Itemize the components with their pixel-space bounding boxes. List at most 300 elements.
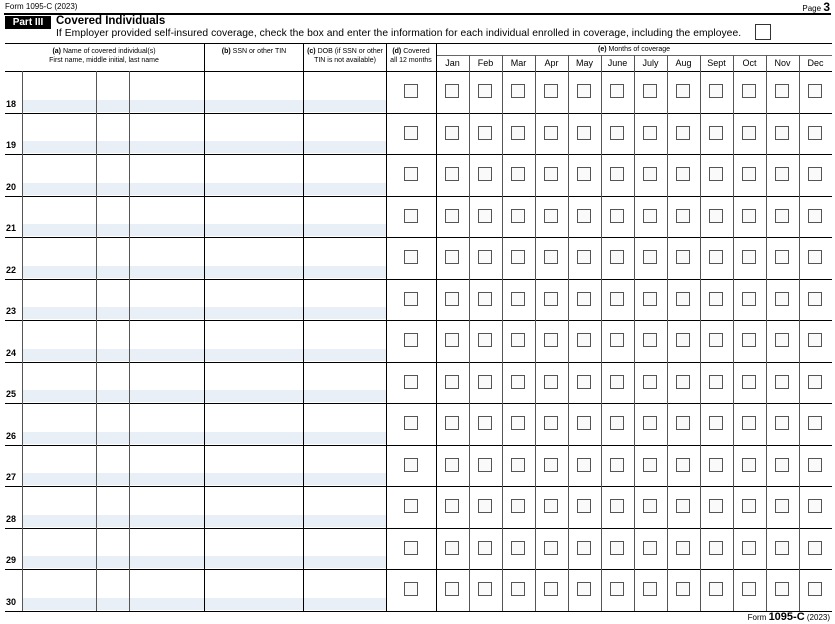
month-divider (766, 55, 767, 611)
month-checkbox-may[interactable] (577, 84, 591, 98)
month-checkbox-aug[interactable] (676, 292, 690, 306)
first-name-field[interactable] (23, 100, 96, 112)
month-checkbox-aug[interactable] (676, 126, 690, 140)
table-top-border (5, 43, 832, 44)
month-checkbox-oct[interactable] (742, 126, 756, 140)
first-name-field[interactable] (23, 515, 96, 527)
month-checkbox-aug[interactable] (676, 541, 690, 555)
month-checkbox-feb[interactable] (478, 458, 492, 472)
month-checkbox-nov[interactable] (775, 126, 789, 140)
middle-initial-field[interactable] (97, 100, 129, 112)
month-checkbox-aug[interactable] (676, 416, 690, 430)
covered-all-12-months-checkbox[interactable] (404, 541, 418, 555)
month-checkbox-aug[interactable] (676, 499, 690, 513)
last-name-field[interactable] (130, 390, 204, 402)
month-checkbox-nov[interactable] (775, 541, 789, 555)
dob-field[interactable] (304, 390, 386, 402)
month-checkbox-apr[interactable] (544, 499, 558, 513)
month-checkbox-dec[interactable] (808, 333, 822, 347)
month-checkbox-july[interactable] (643, 582, 657, 596)
month-checkbox-sept[interactable] (709, 292, 723, 306)
month-checkbox-oct[interactable] (742, 458, 756, 472)
covered-all-12-months-checkbox[interactable] (404, 582, 418, 596)
row-number-29: 29 (6, 555, 17, 565)
month-checkbox-nov[interactable] (775, 292, 789, 306)
month-checkbox-feb[interactable] (478, 416, 492, 430)
covered-all-12-months-checkbox[interactable] (404, 167, 418, 181)
month-checkbox-sept[interactable] (709, 541, 723, 555)
month-checkbox-apr[interactable] (544, 126, 558, 140)
month-checkbox-july[interactable] (643, 250, 657, 264)
column-c-letter: (c) (307, 48, 316, 55)
month-checkbox-apr[interactable] (544, 458, 558, 472)
middle-initial-field[interactable] (97, 473, 129, 485)
middle-initial-field[interactable] (97, 141, 129, 153)
month-checkbox-sept[interactable] (709, 209, 723, 223)
month-checkbox-mar[interactable] (511, 167, 525, 181)
first-name-field[interactable] (23, 556, 96, 568)
column-a-letter: (a) (52, 48, 61, 55)
form-identifier: Form 1095-C (2023) (5, 2, 78, 11)
month-checkbox-apr[interactable] (544, 167, 558, 181)
month-checkbox-nov[interactable] (775, 416, 789, 430)
month-checkbox-feb[interactable] (478, 582, 492, 596)
ssn-field[interactable] (205, 349, 303, 361)
row-number-24: 24 (6, 347, 17, 358)
row-number-30: 30 (6, 596, 17, 607)
month-checkbox-may[interactable] (577, 375, 591, 389)
column-a-header (6, 47, 202, 65)
month-checkbox-apr[interactable] (544, 292, 558, 306)
covered-all-12-months-checkbox[interactable] (404, 292, 418, 306)
row-number-26: 26 (6, 430, 17, 441)
month-checkbox-nov[interactable] (775, 582, 789, 596)
month-checkbox-jan[interactable] (445, 84, 459, 98)
month-checkbox-aug[interactable] (676, 333, 690, 347)
month-checkbox-oct[interactable] (742, 250, 756, 264)
month-divider (502, 55, 503, 611)
month-checkbox-nov[interactable] (775, 167, 789, 181)
month-checkbox-june[interactable] (610, 333, 624, 347)
month-label-nov: Nov (774, 58, 791, 68)
row-number-28: 28 (6, 513, 17, 524)
month-checkbox-dec[interactable] (808, 250, 822, 264)
first-name-field[interactable] (23, 349, 96, 361)
month-divider (568, 55, 569, 611)
dob-field[interactable] (304, 141, 386, 153)
month-checkbox-may[interactable] (577, 541, 591, 555)
ssn-field[interactable] (205, 224, 303, 236)
last-name-field[interactable] (130, 432, 204, 444)
column-c-line2: TIN is not available) (314, 57, 376, 64)
last-name-field[interactable] (130, 473, 204, 485)
month-checkbox-jan[interactable] (445, 126, 459, 140)
column-a-line2: First name, middle initial, last name (49, 57, 159, 64)
month-checkbox-june[interactable] (610, 167, 624, 181)
month-checkbox-feb[interactable] (478, 333, 492, 347)
column-c-line1: DOB (if SSN or other (317, 48, 383, 55)
middle-initial-field[interactable] (97, 224, 129, 236)
month-checkbox-dec[interactable] (808, 375, 822, 389)
month-checkbox-oct[interactable] (742, 167, 756, 181)
month-checkbox-jan[interactable] (445, 499, 459, 513)
column-b-header (205, 47, 303, 56)
ssn-field[interactable] (205, 266, 303, 278)
part-badge: Part III (5, 16, 51, 29)
dob-field[interactable] (304, 556, 386, 568)
month-checkbox-may[interactable] (577, 582, 591, 596)
month-checkbox-july[interactable] (643, 126, 657, 140)
page-label: Page (802, 4, 822, 13)
month-divider (700, 55, 701, 611)
row-number-22: 22 (6, 264, 17, 275)
month-checkbox-nov[interactable] (775, 209, 789, 223)
month-checkbox-dec[interactable] (808, 541, 822, 555)
month-divider (535, 55, 536, 611)
ssn-field[interactable] (205, 183, 303, 195)
month-checkbox-dec[interactable] (808, 458, 822, 472)
column-b-text: SSN or other TIN (232, 48, 287, 55)
month-checkbox-apr[interactable] (544, 250, 558, 264)
self-insured-checkbox[interactable] (755, 24, 771, 40)
month-label-jan: Jan (445, 58, 460, 68)
month-checkbox-mar[interactable] (511, 499, 525, 513)
column-a-line1: Name of covered individual(s) (62, 48, 156, 55)
month-checkbox-june[interactable] (610, 84, 624, 98)
footer-form-name: 1095-C (768, 611, 805, 623)
month-checkbox-june[interactable] (610, 458, 624, 472)
month-checkbox-mar[interactable] (511, 84, 525, 98)
dob-field[interactable] (304, 307, 386, 319)
dob-field[interactable] (304, 432, 386, 444)
middle-initial-field[interactable] (97, 432, 129, 444)
month-checkbox-oct[interactable] (742, 292, 756, 306)
month-checkbox-july[interactable] (643, 375, 657, 389)
month-checkbox-nov[interactable] (775, 250, 789, 264)
column-b-letter: (b) (221, 48, 231, 55)
month-label-aug: Aug (675, 58, 692, 68)
month-checkbox-nov[interactable] (775, 333, 789, 347)
covered-all-12-months-checkbox[interactable] (404, 126, 418, 140)
dob-field[interactable] (304, 183, 386, 195)
self-insured-instruction: If Employer provided self-insured coverage, check the box and enter the information for each individual enrolled in coverage, including the employee. (56, 28, 742, 39)
row-number-25: 25 (6, 389, 17, 399)
month-label-june: June (607, 58, 628, 68)
ssn-field[interactable] (205, 307, 303, 319)
month-checkbox-feb[interactable] (478, 126, 492, 140)
month-checkbox-sept[interactable] (709, 582, 723, 596)
month-checkbox-apr[interactable] (544, 541, 558, 555)
ssn-field[interactable] (205, 141, 303, 153)
last-name-field[interactable] (130, 307, 204, 319)
month-checkbox-feb[interactable] (478, 250, 492, 264)
month-checkbox-sept[interactable] (709, 499, 723, 513)
first-name-field[interactable] (23, 266, 96, 278)
month-checkbox-july[interactable] (643, 167, 657, 181)
month-checkbox-sept[interactable] (709, 458, 723, 472)
month-checkbox-dec[interactable] (808, 167, 822, 181)
month-checkbox-dec[interactable] (808, 499, 822, 513)
month-label-oct: Oct (742, 58, 757, 68)
month-checkbox-oct[interactable] (742, 499, 756, 513)
month-checkbox-jan[interactable] (445, 250, 459, 264)
month-checkbox-june[interactable] (610, 126, 624, 140)
month-checkbox-july[interactable] (643, 84, 657, 98)
month-checkbox-dec[interactable] (808, 292, 822, 306)
month-checkbox-sept[interactable] (709, 167, 723, 181)
month-checkbox-feb[interactable] (478, 167, 492, 181)
month-checkbox-june[interactable] (610, 499, 624, 513)
month-checkbox-nov[interactable] (775, 84, 789, 98)
month-checkbox-sept[interactable] (709, 84, 723, 98)
middle-initial-field[interactable] (97, 266, 129, 278)
month-checkbox-sept[interactable] (709, 333, 723, 347)
footer-form-label: Form (747, 613, 767, 622)
month-checkbox-jan[interactable] (445, 333, 459, 347)
dob-field[interactable] (304, 515, 386, 527)
month-checkbox-july[interactable] (643, 499, 657, 513)
month-checkbox-july[interactable] (643, 416, 657, 430)
month-checkbox-june[interactable] (610, 541, 624, 555)
last-name-field[interactable] (130, 183, 204, 195)
month-checkbox-jan[interactable] (445, 458, 459, 472)
dob-field[interactable] (304, 598, 386, 610)
column-d-line2: all 12 months (390, 57, 432, 64)
covered-all-12-months-checkbox[interactable] (404, 333, 418, 347)
covered-all-12-months-checkbox[interactable] (404, 250, 418, 264)
month-checkbox-may[interactable] (577, 499, 591, 513)
column-d-header (386, 47, 436, 65)
month-divider (667, 55, 668, 611)
month-checkbox-apr[interactable] (544, 333, 558, 347)
month-checkbox-aug[interactable] (676, 458, 690, 472)
month-checkbox-sept[interactable] (709, 126, 723, 140)
first-name-field[interactable] (23, 183, 96, 195)
ssn-field[interactable] (205, 473, 303, 485)
month-checkbox-may[interactable] (577, 416, 591, 430)
row-number-21: 21 (6, 223, 17, 233)
ssn-field[interactable] (205, 390, 303, 402)
month-checkbox-june[interactable] (610, 375, 624, 389)
month-checkbox-mar[interactable] (511, 126, 525, 140)
first-name-field[interactable] (23, 432, 96, 444)
month-checkbox-may[interactable] (577, 126, 591, 140)
month-checkbox-apr[interactable] (544, 209, 558, 223)
dob-field[interactable] (304, 100, 386, 112)
month-checkbox-aug[interactable] (676, 167, 690, 181)
ssn-field[interactable] (205, 100, 303, 112)
month-checkbox-oct[interactable] (742, 209, 756, 223)
month-checkbox-oct[interactable] (742, 541, 756, 555)
row-number-19: 19 (6, 140, 17, 150)
month-label-feb: Feb (477, 58, 494, 68)
first-name-field[interactable] (23, 141, 96, 153)
month-checkbox-apr[interactable] (544, 416, 558, 430)
column-e-header (436, 45, 832, 54)
month-checkbox-mar[interactable] (511, 416, 525, 430)
month-checkbox-oct[interactable] (742, 582, 756, 596)
month-checkbox-june[interactable] (610, 582, 624, 596)
middle-initial-field[interactable] (97, 307, 129, 319)
month-checkbox-apr[interactable] (544, 375, 558, 389)
month-checkbox-aug[interactable] (676, 250, 690, 264)
month-checkbox-oct[interactable] (742, 333, 756, 347)
month-checkbox-dec[interactable] (808, 126, 822, 140)
last-name-field[interactable] (130, 515, 204, 527)
month-checkbox-dec[interactable] (808, 84, 822, 98)
month-divider (733, 55, 734, 611)
last-name-field[interactable] (130, 100, 204, 112)
month-divider (799, 55, 800, 611)
month-checkbox-may[interactable] (577, 209, 591, 223)
month-checkbox-feb[interactable] (478, 209, 492, 223)
last-name-field[interactable] (130, 266, 204, 278)
month-checkbox-july[interactable] (643, 333, 657, 347)
month-checkbox-july[interactable] (643, 292, 657, 306)
first-name-field[interactable] (23, 598, 96, 610)
last-name-field[interactable] (130, 141, 204, 153)
month-checkbox-june[interactable] (610, 209, 624, 223)
ssn-field[interactable] (205, 556, 303, 568)
covered-all-12-months-checkbox[interactable] (404, 375, 418, 389)
month-checkbox-apr[interactable] (544, 84, 558, 98)
last-name-field[interactable] (130, 556, 204, 568)
middle-initial-field[interactable] (97, 349, 129, 361)
middle-initial-field[interactable] (97, 556, 129, 568)
month-checkbox-may[interactable] (577, 292, 591, 306)
column-d-line1: Covered (403, 48, 430, 55)
part-title: Covered Individuals (56, 15, 166, 27)
month-checkbox-july[interactable] (643, 541, 657, 555)
month-checkbox-feb[interactable] (478, 375, 492, 389)
month-checkbox-mar[interactable] (511, 292, 525, 306)
month-checkbox-mar[interactable] (511, 375, 525, 389)
month-checkbox-sept[interactable] (709, 416, 723, 430)
month-checkbox-mar[interactable] (511, 541, 525, 555)
month-checkbox-dec[interactable] (808, 582, 822, 596)
month-checkbox-may[interactable] (577, 250, 591, 264)
dob-field[interactable] (304, 473, 386, 485)
month-checkbox-oct[interactable] (742, 84, 756, 98)
month-checkbox-jan[interactable] (445, 167, 459, 181)
middle-initial-field[interactable] (97, 515, 129, 527)
month-checkbox-feb[interactable] (478, 541, 492, 555)
month-checkbox-nov[interactable] (775, 375, 789, 389)
month-checkbox-jan[interactable] (445, 209, 459, 223)
month-checkbox-may[interactable] (577, 167, 591, 181)
row-number-18: 18 (6, 98, 17, 109)
month-checkbox-feb[interactable] (478, 499, 492, 513)
month-checkbox-feb[interactable] (478, 84, 492, 98)
covered-all-12-months-checkbox[interactable] (404, 499, 418, 513)
middle-initial-field[interactable] (97, 183, 129, 195)
month-divider (601, 55, 602, 611)
month-checkbox-jan[interactable] (445, 375, 459, 389)
ssn-field[interactable] (205, 515, 303, 527)
month-checkbox-sept[interactable] (709, 250, 723, 264)
month-checkbox-mar[interactable] (511, 209, 525, 223)
last-name-field[interactable] (130, 224, 204, 236)
month-checkbox-dec[interactable] (808, 416, 822, 430)
month-label-may: May (575, 58, 593, 68)
first-name-field[interactable] (23, 307, 96, 319)
month-checkbox-mar[interactable] (511, 250, 525, 264)
month-checkbox-nov[interactable] (775, 458, 789, 472)
month-checkbox-mar[interactable] (511, 582, 525, 596)
row-divider (5, 611, 832, 612)
dob-field[interactable] (304, 266, 386, 278)
covered-all-12-months-checkbox[interactable] (404, 416, 418, 430)
first-name-field[interactable] (23, 473, 96, 485)
month-checkbox-dec[interactable] (808, 209, 822, 223)
month-label-sept: Sept (707, 58, 726, 68)
column-divider (386, 43, 387, 611)
column-c-header (304, 47, 386, 65)
month-checkbox-july[interactable] (643, 458, 657, 472)
covered-all-12-months-checkbox[interactable] (404, 458, 418, 472)
month-checkbox-mar[interactable] (511, 458, 525, 472)
first-name-field[interactable] (23, 224, 96, 236)
month-checkbox-june[interactable] (610, 292, 624, 306)
middle-initial-field[interactable] (97, 598, 129, 610)
row-number-27: 27 (6, 472, 17, 482)
month-label-mar: Mar (510, 58, 527, 68)
column-divider (436, 43, 437, 611)
month-checkbox-nov[interactable] (775, 499, 789, 513)
middle-initial-field[interactable] (97, 390, 129, 402)
row-number-23: 23 (6, 306, 17, 316)
last-name-field[interactable] (130, 349, 204, 361)
month-checkbox-jan[interactable] (445, 292, 459, 306)
month-label-apr: Apr (544, 58, 559, 68)
footer-year: (2023) (806, 613, 830, 622)
month-checkbox-jan[interactable] (445, 416, 459, 430)
first-name-field[interactable] (23, 390, 96, 402)
column-e-letter: (e) (598, 46, 607, 53)
row-number-20: 20 (6, 181, 17, 192)
column-d-letter: (d) (392, 48, 402, 55)
month-checkbox-may[interactable] (577, 458, 591, 472)
month-checkbox-sept[interactable] (709, 375, 723, 389)
month-checkbox-aug[interactable] (676, 375, 690, 389)
month-checkbox-oct[interactable] (742, 416, 756, 430)
month-checkbox-may[interactable] (577, 333, 591, 347)
month-checkbox-feb[interactable] (478, 292, 492, 306)
ssn-field[interactable] (205, 598, 303, 610)
month-checkbox-june[interactable] (610, 416, 624, 430)
last-name-field[interactable] (130, 598, 204, 610)
month-checkbox-july[interactable] (643, 209, 657, 223)
month-checkbox-june[interactable] (610, 250, 624, 264)
month-checkbox-oct[interactable] (742, 375, 756, 389)
covered-all-12-months-checkbox[interactable] (404, 209, 418, 223)
month-label-july: July (642, 58, 659, 68)
month-checkbox-apr[interactable] (544, 582, 558, 596)
covered-all-12-months-checkbox[interactable] (404, 84, 418, 98)
month-checkbox-aug[interactable] (676, 209, 690, 223)
ssn-field[interactable] (205, 432, 303, 444)
month-checkbox-jan[interactable] (445, 582, 459, 596)
dob-field[interactable] (304, 224, 386, 236)
dob-field[interactable] (304, 349, 386, 361)
month-checkbox-aug[interactable] (676, 582, 690, 596)
form-footer (748, 611, 830, 623)
month-checkbox-jan[interactable] (445, 541, 459, 555)
column-e-text: Months of coverage (608, 46, 670, 53)
month-checkbox-mar[interactable] (511, 333, 525, 347)
month-checkbox-aug[interactable] (676, 84, 690, 98)
month-label-dec: Dec (807, 58, 824, 68)
